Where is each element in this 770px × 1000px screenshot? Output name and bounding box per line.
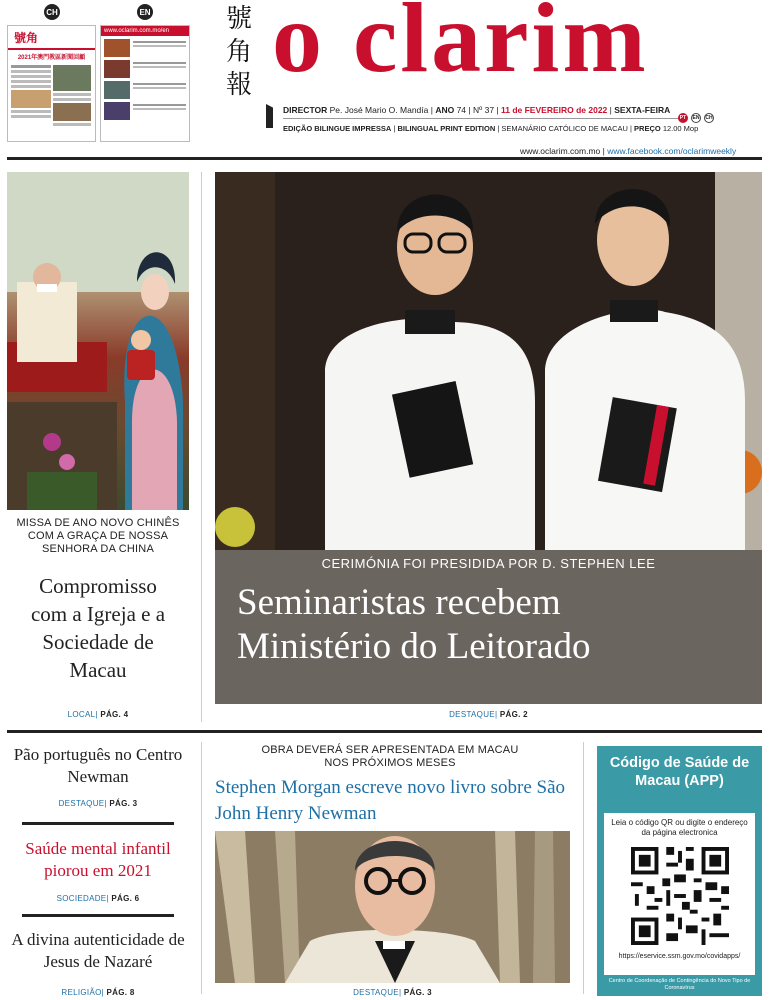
top-rule xyxy=(7,157,762,160)
thumb-en-url: www.oclarim.com.mo/en xyxy=(101,26,189,36)
ano-value: 74 xyxy=(456,105,467,115)
column-divider xyxy=(201,172,202,722)
issue-date: 11 de FEVEREIRO de 2022 xyxy=(500,105,608,115)
main-story-banner xyxy=(215,550,762,704)
bottom-story-2-headline[interactable]: Saúde mental infantil piorou em 2021 xyxy=(25,839,171,880)
center-story-photo xyxy=(215,831,570,983)
health-ad-body: Leia o código QR ou digite o endereço da página electronica xyxy=(611,818,748,837)
health-ad-footer: Centro de Coordenação de Contingência do Novo Tipo de Coronavírus xyxy=(608,978,751,991)
issue-weekday: SEXTA-FEIRA xyxy=(614,105,671,115)
main-story-section: DESTAQUE xyxy=(449,710,495,719)
website-link[interactable]: www.oclarim.com.mo xyxy=(520,146,601,156)
bottom-story-1-page: PÁG. 3 xyxy=(109,799,138,808)
left-story-photo xyxy=(7,172,189,510)
bottom-story-3-pageref[interactable]: RELIGIÃO| PÁG. 8 xyxy=(61,988,135,997)
left-story-pageref[interactable]: LOCAL| PÁG. 4 xyxy=(67,710,129,719)
left-story-section: LOCAL xyxy=(67,710,96,719)
chinese-char-1: 號 xyxy=(225,4,252,33)
badge-en[interactable]: EN xyxy=(692,115,700,121)
health-code-ad[interactable] xyxy=(597,746,762,996)
thumb-ch-headline: 2021年澳門教區新聞回顧 xyxy=(17,55,86,61)
masthead-divider xyxy=(283,118,681,119)
main-headline-line-2: Ministério do Leitorado xyxy=(237,626,591,667)
left-story-headline[interactable]: Compromisso com a Igreja e a Sociedade de Macau xyxy=(30,574,166,682)
thumb-ch-logo: 號角 xyxy=(14,30,39,45)
o-clarim-logo[interactable]: o clarim xyxy=(272,0,649,93)
main-story-kicker: CERIMÓNIA FOI PRESIDIDA POR D. STEPHEN LEE xyxy=(321,556,656,571)
edition-en: BILINGUAL PRINT EDITION xyxy=(397,124,496,133)
issue-number: Nº 37 xyxy=(472,105,495,115)
preco-label: PREÇO xyxy=(634,124,661,133)
bottom-story-1-pageref[interactable]: DESTAQUE| PÁG. 3 xyxy=(58,799,138,808)
chinese-edition-thumbnail[interactable] xyxy=(7,25,96,142)
facebook-link[interactable]: www.facebook.com/oclarimweekly xyxy=(607,146,737,156)
qr-code-icon[interactable] xyxy=(631,847,729,945)
bottom-divider-2 xyxy=(22,914,174,917)
bottom-story-1-section: DESTAQUE xyxy=(58,799,105,808)
preco-value: 12.00 Mop xyxy=(662,124,699,133)
badge-pt[interactable]: PT xyxy=(679,115,687,121)
edition-pt: EDIÇÃO BILINGUE IMPRESSA xyxy=(283,124,392,133)
chinese-masthead-title xyxy=(222,2,256,101)
director-name: Pe. José Mario O. Mandía xyxy=(329,105,429,115)
web-links: www.oclarim.com.mo | www.facebook.com/oclarimweekly xyxy=(520,146,737,156)
bottom-column-divider-2 xyxy=(583,742,584,994)
chinese-char-2: 角 xyxy=(225,37,252,66)
center-story-section: DESTAQUE xyxy=(353,988,399,997)
left-story-kicker: MISSA DE ANO NOVO CHINÊS COM A GRAÇA DE NOSSA SENHORA DA CHINA xyxy=(16,517,180,555)
center-story-headline[interactable]: Stephen Morgan escreve novo livro sobre São John Henry Newman xyxy=(215,777,566,824)
bottom-story-3-headline[interactable]: A divina autenticidade de Jesus de Nazaré xyxy=(11,930,185,971)
ano-label: ANO xyxy=(435,105,455,115)
chinese-char-3: 報 xyxy=(225,70,252,99)
main-story-headline[interactable] xyxy=(237,581,762,669)
health-ad-title: Código de Saúde de Macau (APP) xyxy=(609,755,750,789)
badge-ch[interactable]: CH xyxy=(705,115,713,121)
masthead-info-line: DIRECTOR Pe. José Mario O. Mandía | ANO 74 | Nº 37 | 11 de FEVEREIRO de 2022 | SEXTA-FEIRA xyxy=(283,105,671,115)
masthead-marker xyxy=(266,104,273,128)
center-story-page: PÁG. 3 xyxy=(403,988,432,997)
center-story-pageref[interactable]: DESTAQUE| PÁG. 3 xyxy=(353,988,432,997)
english-edition-thumbnail[interactable] xyxy=(100,25,190,142)
main-story-photo xyxy=(215,172,762,550)
bottom-story-3-section: RELIGIÃO xyxy=(61,988,102,997)
lang-ch-button[interactable]: CH xyxy=(44,4,60,20)
main-headline-line-1: Seminaristas recebem xyxy=(237,582,561,623)
bottom-story-1-headline[interactable]: Pão português no Centro Newman xyxy=(13,745,183,786)
edition-desc: SEMANÁRIO CATÓLICO DE MACAU xyxy=(501,124,628,133)
bottom-column-divider-1 xyxy=(201,742,202,994)
center-story-kicker: OBRA DEVERÁ SER APRESENTADA EM MACAU NOS PRÓXIMOS MESES xyxy=(261,744,519,769)
bottom-divider-1 xyxy=(22,822,174,825)
director-label: DIRECTOR xyxy=(283,105,328,115)
mass-scene-illustration xyxy=(7,172,189,510)
middle-rule xyxy=(7,730,762,733)
health-ad-url[interactable]: https://eservice.ssm.gov.mo/covidapps/ xyxy=(618,953,741,960)
seminarians-illustration xyxy=(215,172,762,550)
main-story-pageref[interactable]: DESTAQUE| PÁG. 2 xyxy=(449,710,528,719)
left-story-page: PÁG. 4 xyxy=(100,710,129,719)
masthead-edition-line: EDIÇÃO BILINGUE IMPRESSA | BILINGUAL PRINT EDITION | SEMANÁRIO CATÓLICO DE MACAU | PREÇO 12.00 Mop xyxy=(283,124,699,133)
bottom-story-2-page: PÁG. 6 xyxy=(111,894,140,903)
bottom-story-2-section: SOCIEDADE xyxy=(56,894,107,903)
stephen-morgan-illustration xyxy=(215,831,570,983)
bottom-story-3-page: PÁG. 8 xyxy=(106,988,135,997)
lang-en-button[interactable]: EN xyxy=(137,4,153,20)
main-story-page: PÁG. 2 xyxy=(499,710,528,719)
bottom-story-2-pageref[interactable]: SOCIEDADE| PÁG. 6 xyxy=(56,894,140,903)
